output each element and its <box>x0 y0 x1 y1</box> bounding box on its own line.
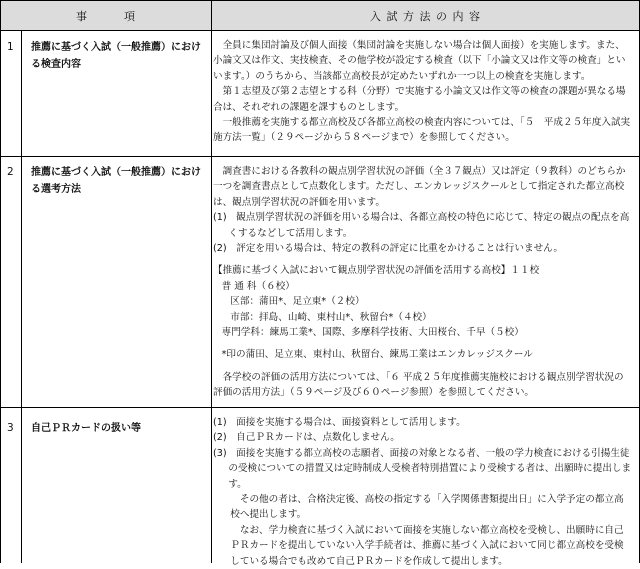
row-content <box>213 415 633 569</box>
row-number: 2 <box>7 166 14 178</box>
paragraph: 全員に集団討論及び個人面接（集団討論を実施しない場合は個人面接）を実施します。また、小論文又は作文、実技検査、その他学校が設定する検査（以下「小論文又は作文等の検査」といいます。）のうちから、当該都立高校長が定めたいずれか一つ以上の検査を実施します。 <box>213 40 626 82</box>
schools-futsu: 普 通 科（６校） <box>221 280 295 292</box>
list-item: (1) 面接を実施する場合は、面接資料として活用します。 <box>213 417 466 428</box>
list-item: (1) 観点別学習状況の評価を用いる場合は、各都立高校の特色に応じて、特定の観点の配点を高くするなどして活用します。 <box>213 212 630 239</box>
row-number: 1 <box>7 41 14 53</box>
list-item: (2) 評定を用いる場合は、特定の教科の評定に比重をかけることは行いません。 <box>213 243 563 255</box>
row-number: 3 <box>7 422 14 434</box>
list-item: (2) 自己ＰＲカードは、点数化しません。 <box>213 432 400 444</box>
header-content-column: 入 試 方 法 の 内 容 <box>370 9 481 23</box>
paragraph: 第１志望及び第２志望とする科（分野）で実施する小論文又は作文等の検査の課題が異なる場合は、それぞれの課題を課すものとします。 <box>213 86 626 113</box>
paragraph: なお、学力検査に基づく入試において面接を実施しない都立高校を受検し、出願時に自己ＰＲカードを提出していない入学手続者は、推薦に基づく入試において同じ都立高校を受検している場合でも改めて自己ＰＲカードを作成して提出します。 <box>230 524 624 567</box>
header-item-column: 事 項 <box>76 9 136 23</box>
row-content <box>213 164 633 401</box>
column-divider <box>211 0 212 563</box>
schools-kubu: 区部：蒲田*、足立東*（２校） <box>230 296 365 308</box>
schools-heading: 【推薦に基づく入試において観点別学習状況の評価を活用する高校】１１校 <box>213 265 540 277</box>
paragraph: 調査書における各教科の観点別学習状況の評価（全３７観点）又は評定（９教科）のどちらか一つを調査書点として点数化します。ただし、エンカレッジスクールとして指定された都立高校は、観点別学習状況の評価を用います。 <box>213 166 626 208</box>
row-title: 推薦に基づく入試（一般推薦）における検査内容 <box>31 42 201 70</box>
row-title: 自己ＰＲカードの扱い等 <box>31 423 141 434</box>
row-separator <box>1 407 639 408</box>
paragraph: 各学校の評価の活用方法については、「６ 平成２５年度推薦実施校における観点別学習状況の評価の活用方法」（５９ページ及び６０ページ参照）を参照してください。 <box>213 371 624 399</box>
encourage-note: *印の蒲田、足立東、東村山、秋留台、練馬工業はエンカレッジスクール <box>221 349 533 361</box>
paragraph: 一般推薦を実施する都立高校及び各都立高校の検査内容については、「５ 平成２５年度入試実施方法一覧」（２９ページから５８ページまで）を参照してください。 <box>213 117 631 144</box>
row-title: 推薦に基づく入試（一般推薦）における選考方法 <box>31 167 201 195</box>
schools-shibu: 市部：拝島、山崎、東村山*、秋留台*（４校） <box>230 311 432 323</box>
table-header <box>1 0 639 31</box>
list-item: (3) 面接を実施する都立高校の志願者、面接の対象となる者、一般の学力検査における引揚生徒の受検についての措置又は定時制成人受検者特別措置により受検する者は、出願時に提出します。 <box>213 447 632 490</box>
number-column-divider <box>21 31 22 563</box>
row-separator <box>1 156 639 157</box>
schools-senmon: 専門学科：練馬工業*、国際、多摩科学技術、大田桜台、千早（５校） <box>221 327 524 339</box>
paragraph: その他の者は、合格決定後、高校の指定する「入学関係書類提出日」に入学予定の都立高校へ提出します。 <box>230 494 624 521</box>
row-content <box>213 38 633 146</box>
